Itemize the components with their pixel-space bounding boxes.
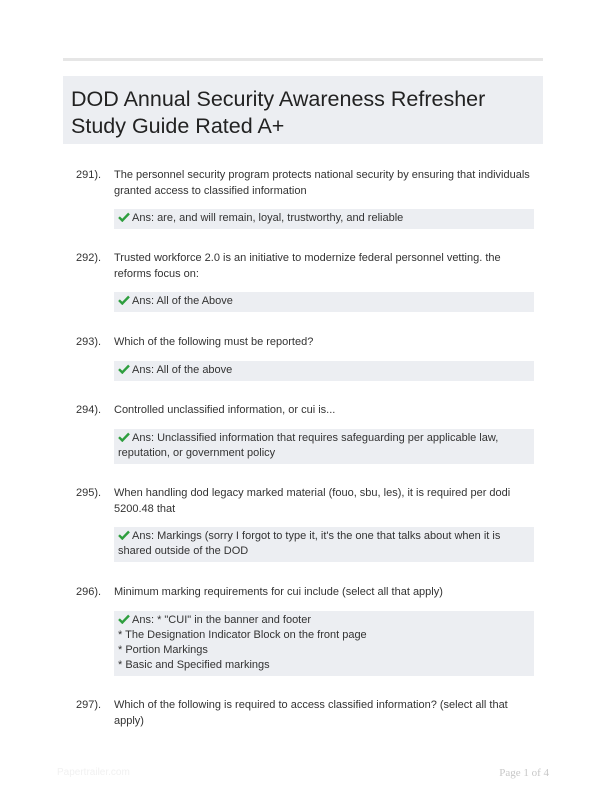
question-text: When handling dod legacy marked material (fouo, sbu, les), it is required per dodi 5200.48 that <box>114 487 511 515</box>
answer-box <box>114 429 534 464</box>
answer-text: Ans: are, and will remain, loyal, trustworthy, and reliable <box>132 212 404 224</box>
answer-line <box>118 294 530 309</box>
question-text: The personnel security program protects national security by ensuring that individuals granted access to classified information <box>114 169 530 197</box>
question-number: 295). <box>76 487 102 499</box>
answer-text: Ans: * "CUI" in the banner and footer <box>132 613 312 626</box>
question-item <box>76 335 536 381</box>
answer-box <box>114 209 534 229</box>
footer-watermark: Papertrailer.com <box>57 767 130 778</box>
answer-line <box>118 529 530 559</box>
question-text: Which of the following is required to access classified information? (select all that apply) <box>114 699 508 727</box>
question-number: 296). <box>76 586 102 598</box>
answer-text: Ans: All of the Above <box>132 295 233 307</box>
title-box <box>63 76 543 144</box>
checkmark-icon <box>118 530 130 540</box>
page-number: Page 1 of 4 <box>499 767 549 779</box>
answer-box <box>114 292 534 312</box>
answer-text: Ans: Markings (sorry I forgot to type it, it's the one that talks about when it is shared outside of the DOD <box>118 530 501 557</box>
answer-line <box>118 431 530 461</box>
question-number: 291). <box>76 169 102 181</box>
checkmark-icon <box>118 212 130 222</box>
top-rule <box>63 58 543 61</box>
answer-line <box>118 613 530 628</box>
question-item <box>76 168 536 229</box>
checkmark-icon <box>118 432 130 442</box>
question-item <box>76 698 536 729</box>
answer-text: Ans: Unclassified information that requires safeguarding per applicable law, reputation, or government policy <box>118 431 499 459</box>
question-number: 294). <box>76 404 102 416</box>
checkmark-icon <box>118 295 130 305</box>
question-item <box>76 585 536 676</box>
answer-box <box>114 527 534 562</box>
answer-line <box>118 363 530 378</box>
answer-line: * The Designation Indicator Block on the front page <box>118 628 367 641</box>
page-title: DOD Annual Security Awareness Refresher Study Guide Rated A+ <box>71 87 486 138</box>
answer-box <box>114 361 534 381</box>
question-number: 293). <box>76 336 102 348</box>
answer-line: * Portion Markings <box>118 643 208 656</box>
question-number: 292). <box>76 252 102 264</box>
answer-line: * Basic and Specified markings <box>118 658 270 671</box>
question-text: Which of the following must be reported? <box>114 336 314 348</box>
question-item <box>76 251 536 312</box>
answer-box <box>114 611 534 676</box>
checkmark-icon <box>118 614 130 624</box>
question-text: Controlled unclassified information, or cui is... <box>114 404 336 416</box>
answer-text: Ans: All of the above <box>132 363 233 376</box>
question-item <box>76 486 536 562</box>
question-item <box>76 403 536 464</box>
question-text: Trusted workforce 2.0 is an initiative to modernize federal personnel vetting. the reforms focus on: <box>114 252 501 280</box>
answer-line <box>118 211 530 226</box>
checkmark-icon <box>118 364 130 374</box>
question-number: 297). <box>76 699 102 711</box>
question-text: Minimum marking requirements for cui include (select all that apply) <box>114 586 443 598</box>
